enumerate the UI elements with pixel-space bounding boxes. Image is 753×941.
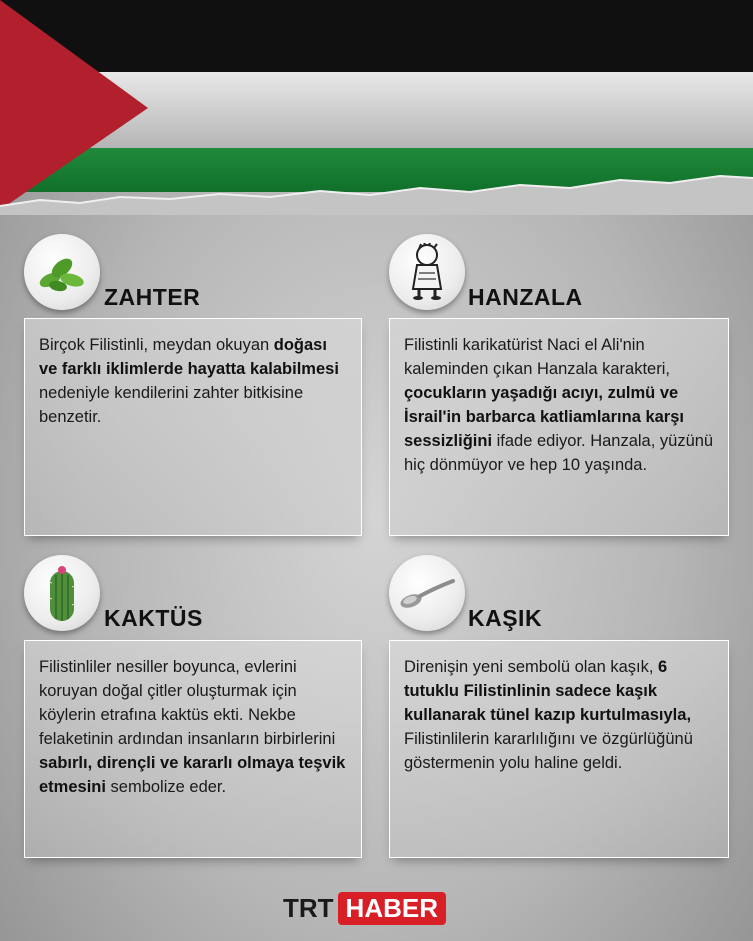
zahter-text-box: Birçok Filistinli, meydan okuyan doğası ve farklı iklimlerde hayatta kalabilmesi nedeniyle kendilerini zahter bitkisine benzetir. xyxy=(24,318,362,536)
hanzala-icon-circle xyxy=(389,234,465,310)
zahter-title: ZAHTER xyxy=(104,284,201,310)
logo-haber-text: HABER xyxy=(338,892,446,925)
logo-trt-text: TRT xyxy=(283,892,334,923)
spoon-icon xyxy=(397,573,457,613)
cactus-icon xyxy=(44,563,80,623)
trt-haber-logo xyxy=(283,890,446,926)
zahter-herb-icon xyxy=(36,250,88,294)
kasik-icon-circle xyxy=(389,555,465,631)
kaktus-title: KAKTÜS xyxy=(104,605,203,631)
hanzala-title: HANZALA xyxy=(468,284,583,310)
hanzala-character-icon xyxy=(405,243,449,301)
kaktus-text-box: Filistinliler nesiller boyunca, evlerini koruyan doğal çitler oluşturmak için köylerin etrafına kaktüs ekti. Nekbe felaketinin ardından insanların birbirlerini sabırlı, dirençli ve kararlı olmaya teşvik etmesini sembolize eder. xyxy=(24,640,362,858)
kaktus-icon-circle xyxy=(24,555,100,631)
kasik-text-box: Direnişin yeni sembolü olan kaşık, 6 tutuklu Filistinlinin sadece kaşık kullanarak tünel kazıp kurtulmasıyla, Filistinlilerin kararlılığını ve özgürlüğünü göstermenin yolu haline geldi. xyxy=(389,640,729,858)
palestine-flag-header xyxy=(0,0,753,215)
kasik-title: KAŞIK xyxy=(468,605,543,631)
flag-red-triangle xyxy=(0,0,753,215)
zahter-icon-circle xyxy=(24,234,100,310)
hanzala-text-box: Filistinli karikatürist Naci el Ali'nin kaleminden çıkan Hanzala karakteri, çocukların yaşadığı acıyı, zulmü ve İsrail'in barbarca katliamlarına karşı sessizliğini ifade ediyor. Hanzala, yüzünü hiç dönmüyor ve hep 10 yaşında. xyxy=(389,318,729,536)
